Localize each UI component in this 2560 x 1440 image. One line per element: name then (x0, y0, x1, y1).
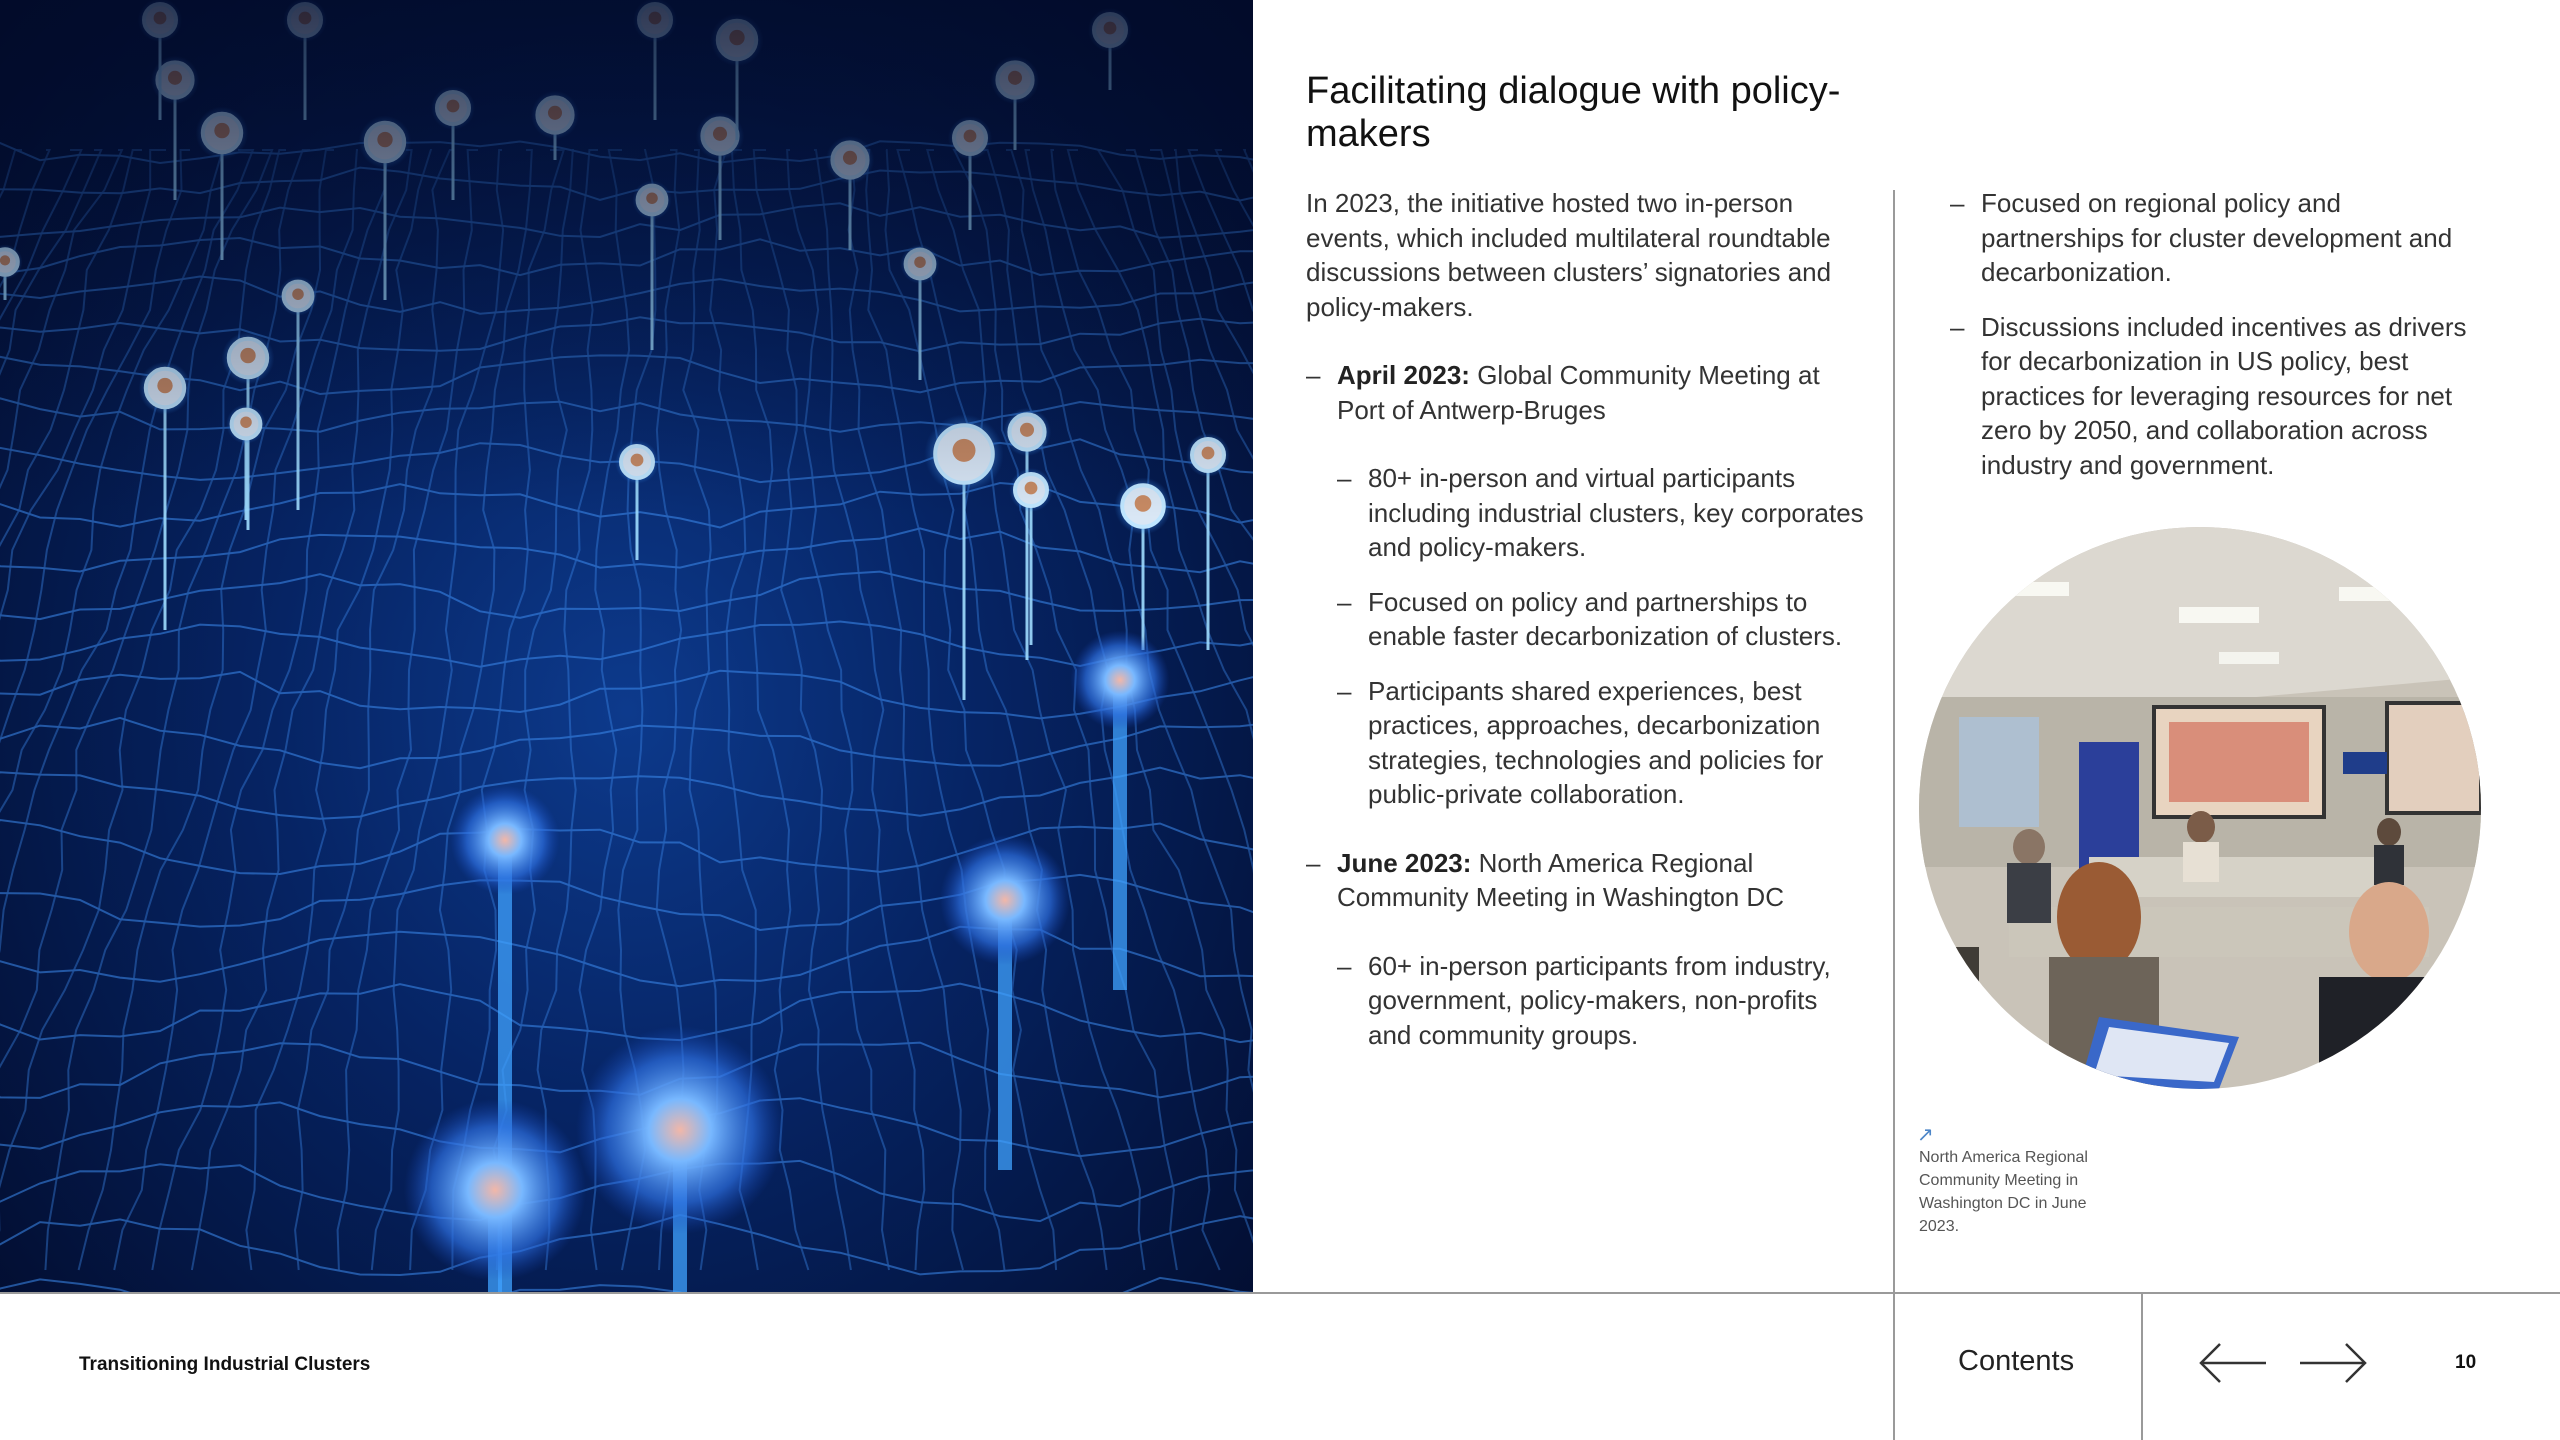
dash-marker: – (1950, 188, 1965, 218)
column-divider (1893, 190, 1895, 1440)
detail-text: Participants shared experiences, best practices, approaches, decarbonization strategies, technologies and policies for public-private collaboration. (1368, 675, 1824, 809)
dash-marker: – (1306, 847, 1321, 878)
event-item-june (1306, 846, 1866, 915)
detail-text: Discussions included incentives as drivers for decarbonization in US policy, best practices for leveraging resources for net zero by 2050, and collaboration across industry and government. (1981, 311, 2467, 480)
meeting-photo (1919, 527, 2481, 1089)
detail-item (1950, 186, 2490, 290)
event-description: Global Community Meeting at Port of Antwerp-Bruges (1337, 360, 1820, 425)
dash-marker: – (1950, 311, 1965, 342)
detail-item (1337, 585, 1866, 654)
event-date: June 2023: (1337, 847, 1472, 878)
event-date: April 2023: (1337, 360, 1470, 390)
page-title: Facilitating dialogue with policy-makers (1306, 70, 1841, 155)
network-illustration (0, 0, 1253, 1293)
detail-text: 60+ in-person participants from industry, government, policy-makers, non-profits and community groups. (1368, 950, 1831, 1050)
detail-item (1337, 949, 1866, 1053)
report-title: Transitioning Industrial Clusters (79, 1354, 371, 1375)
dash-marker: – (1337, 586, 1352, 617)
detail-item (1950, 310, 2490, 483)
event-item-april (1306, 358, 1866, 427)
right-text-column (1950, 186, 2490, 482)
dash-marker: – (1337, 675, 1352, 706)
dash-marker: – (1337, 463, 1352, 493)
next-page-button[interactable] (2298, 1340, 2368, 1391)
detail-item (1337, 674, 1866, 812)
page-number: 10 (2455, 1352, 2477, 1373)
footer-divider-left (1893, 1292, 1895, 1440)
hero-network-image (0, 0, 1253, 1293)
photo-caption: North America Regional Community Meeting in Washington DC in June 2023. (1919, 1149, 2088, 1235)
contents-link[interactable]: Contents (1958, 1345, 2075, 1377)
footer-divider-right (2141, 1292, 2143, 1440)
intro-paragraph: In 2023, the initiative hosted two in-person events, which included multilateral roundtable discussions between clusters’ signatories and policy-makers. (1306, 188, 1832, 322)
prev-page-button[interactable] (2198, 1340, 2268, 1391)
arrow-up-right-icon: ↗ (1917, 1124, 1934, 1146)
footer-divider (0, 1292, 2560, 1294)
event-details-april (1306, 461, 1866, 812)
event-description: North America Regional Community Meeting in Washington DC (1337, 847, 1784, 912)
detail-text: 80+ in-person and virtual participants including industrial clusters, key corporates and policy-makers. (1368, 463, 1864, 562)
dash-marker: – (1337, 950, 1352, 981)
detail-text: Focused on policy and partnerships to enable faster decarbonization of clusters. (1368, 586, 1843, 651)
detail-text: Focused on regional policy and partnerships for cluster development and decarbonization. (1981, 188, 2453, 287)
arrow-left-icon (2198, 1340, 2268, 1386)
left-text-column (1306, 186, 1866, 1052)
detail-item (1337, 461, 1866, 565)
arrow-right-icon (2298, 1340, 2368, 1386)
dash-marker: – (1306, 360, 1321, 390)
event-details-june (1306, 949, 1866, 1053)
meeting-room-illustration (1919, 527, 2481, 1089)
